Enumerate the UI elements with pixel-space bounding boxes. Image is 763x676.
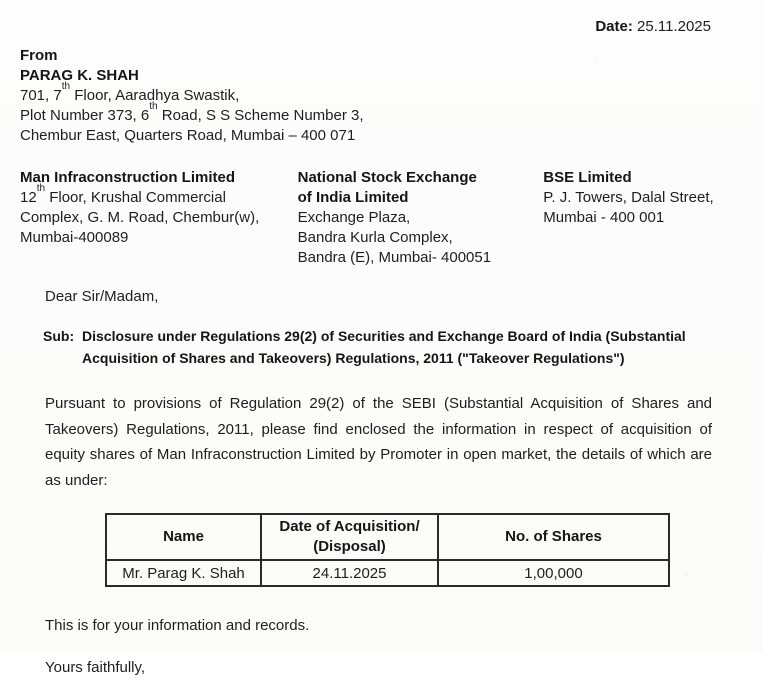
subject-text: Disclosure under Regulations 29(2) of Securities and Exchange Board of India (Substantial Acquisition of Shares and Takeovers) Regulations, 2011 ("Takeover Regulations") <box>82 328 686 366</box>
date-value: 25.11.2025 <box>637 18 711 35</box>
table-row <box>106 560 669 586</box>
header-name: Name <box>106 514 261 560</box>
sender-block <box>20 46 763 146</box>
header-date: Date of Acquisition/ (Disposal) <box>261 514 438 560</box>
subject-line <box>43 325 763 369</box>
acquisition-table <box>105 513 670 587</box>
cell-date: 24.11.2025 <box>261 560 438 586</box>
sender-name: PARAG K. SHAH <box>20 67 139 84</box>
recipient-address-line: Mumbai - 400 001 <box>543 209 665 226</box>
recipient-address-line: Mumbai-400089 <box>20 229 129 246</box>
closing-line-info: This is for your information and records. <box>45 617 310 634</box>
sender-address-line2: Plot Number 373, 6th Road, S S Scheme Number 3, <box>20 101 364 124</box>
sender-address-line3: Chembur East, Quarters Road, Mumbai – 400 071 <box>20 127 356 144</box>
salutation: Dear Sir/Madam, <box>45 288 159 305</box>
recipient-bse <box>543 168 763 268</box>
recipient-address-line: Exchange Plaza, <box>297 209 411 226</box>
recipient-name: BSE Limited <box>543 169 632 186</box>
ordinal-superscript: th <box>36 183 46 194</box>
sender-address-line1: 701, 7th Floor, Aaradhya Swastik, <box>20 81 240 104</box>
subject-label: Sub: <box>43 328 75 344</box>
recipient-address-line: Complex, G. M. Road, Chembur(w), <box>20 209 260 226</box>
recipients-block <box>20 168 763 268</box>
recipient-name: Man Infraconstruction Limited <box>20 169 236 186</box>
recipient-name: National Stock Exchange <box>297 169 477 186</box>
header-shares: No. of Shares <box>438 514 669 560</box>
date-label: Date: <box>595 18 633 35</box>
ordinal-superscript: th <box>149 101 158 112</box>
recipient-address-line: P. J. Towers, Dalal Street, <box>543 189 714 206</box>
closing-line-faithfully: Yours faithfully, <box>45 659 146 676</box>
table-header-row <box>106 514 669 560</box>
date-line <box>0 0 763 35</box>
cell-name: Mr. Parag K. Shah <box>106 560 261 586</box>
recipient-address-line: Bandra Kurla Complex, <box>297 229 453 246</box>
recipient-man-infra <box>20 168 298 268</box>
cell-shares: 1,00,000 <box>438 560 669 586</box>
body-paragraph: Pursuant to provisions of Regulation 29(2) of the SEBI (Substantial Acquisition of Shares and Takeovers) Regulations, 2011, please find enclosed the information in respect of acquisition of equity shares of Man Infraconstruction Limited by Promoter in open market, the details of which are as under: <box>45 395 712 489</box>
recipient-address-line: 12th Floor, Krushal Commercial <box>20 183 226 206</box>
ordinal-superscript: th <box>61 81 71 92</box>
from-label: From <box>20 47 58 64</box>
recipient-name: of India Limited <box>297 189 409 206</box>
recipient-address-line: Bandra (E), Mumbai- 400051 <box>297 249 492 266</box>
recipient-nse <box>298 168 544 268</box>
